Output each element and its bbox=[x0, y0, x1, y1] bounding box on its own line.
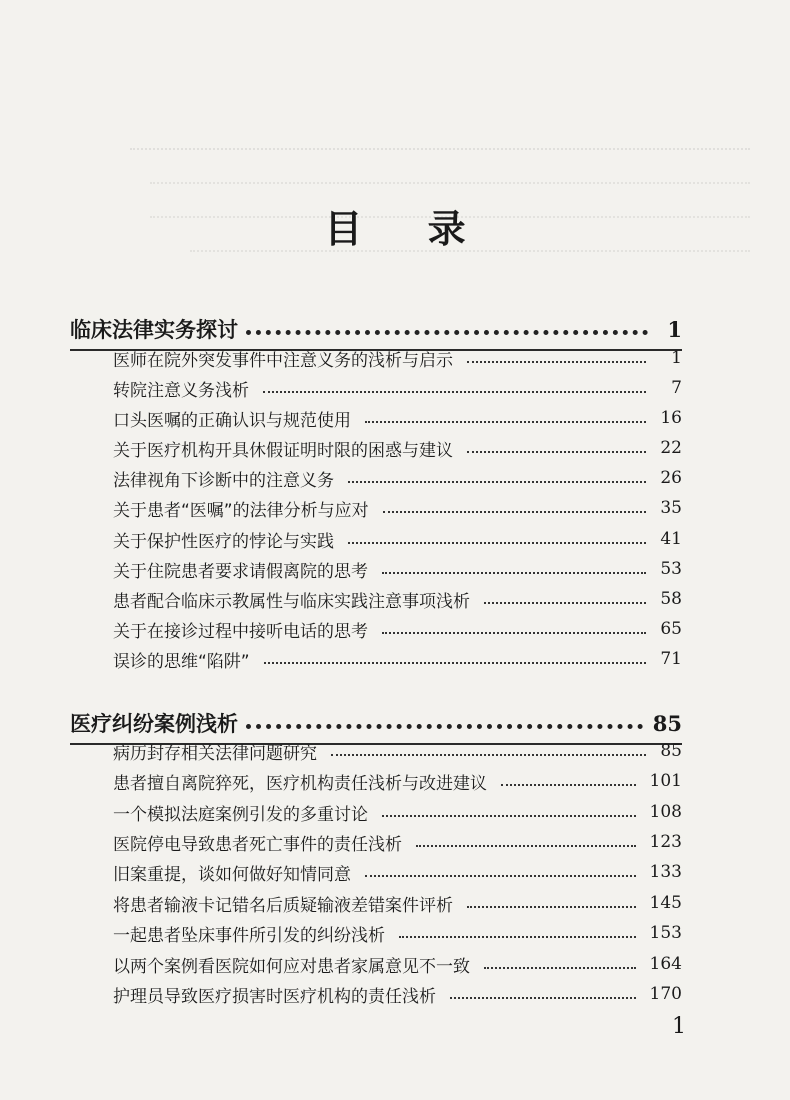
entry-page: 16 bbox=[660, 408, 682, 428]
leader-dots bbox=[365, 421, 646, 423]
toc-entry[interactable] bbox=[113, 766, 682, 796]
section-page: 85 bbox=[652, 710, 682, 736]
entry-page: 85 bbox=[660, 741, 682, 761]
leader-dots bbox=[382, 572, 646, 574]
toc-entry[interactable] bbox=[113, 373, 682, 403]
entry-page: 170 bbox=[649, 984, 682, 1004]
entry-page: 1 bbox=[671, 348, 682, 368]
entry-title: 患者擅自离院猝死，医疗机构责任浅析与改进建议 bbox=[113, 773, 487, 794]
page-number: 1 bbox=[672, 1014, 686, 1039]
entry-page: 101 bbox=[649, 771, 682, 791]
toc-entry[interactable] bbox=[113, 403, 682, 433]
section-title: 临床法律实务探讨 bbox=[70, 318, 238, 342]
entry-title: 关于住院患者要求请假离院的思考 bbox=[113, 561, 368, 582]
entry-title: 病历封存相关法律问题研究 bbox=[113, 743, 317, 764]
toc-entry[interactable] bbox=[113, 463, 682, 493]
entry-page: 22 bbox=[660, 438, 682, 458]
entry-page: 123 bbox=[649, 832, 682, 852]
entry-page: 65 bbox=[660, 619, 682, 639]
entry-title: 关于医疗机构开具休假证明时限的困惑与建议 bbox=[113, 440, 453, 461]
leader-dots bbox=[450, 997, 636, 999]
leader-dots bbox=[365, 875, 636, 877]
toc-entry[interactable] bbox=[113, 554, 682, 584]
leader-dots bbox=[467, 361, 646, 363]
leader-dots bbox=[382, 632, 646, 634]
entry-title: 关于患者“医嘱”的法律分析与应对 bbox=[113, 500, 369, 521]
leader-dots bbox=[416, 845, 636, 847]
toc-entry[interactable] bbox=[113, 614, 682, 644]
leader-dots bbox=[383, 511, 646, 513]
leader-dots bbox=[348, 542, 646, 544]
toc-entry[interactable] bbox=[113, 888, 682, 918]
toc-entry[interactable] bbox=[113, 979, 682, 1009]
leader-dots bbox=[246, 724, 643, 729]
leader-dots bbox=[331, 754, 646, 756]
toc-entry[interactable] bbox=[113, 857, 682, 887]
entry-page: 164 bbox=[649, 954, 682, 974]
entry-page: 133 bbox=[649, 862, 682, 882]
toc-entry[interactable] bbox=[113, 736, 682, 766]
toc-entry[interactable] bbox=[113, 797, 682, 827]
toc-section[interactable] bbox=[70, 311, 682, 347]
entry-page: 58 bbox=[660, 589, 682, 609]
entry-title: 转院注意义务浅析 bbox=[113, 380, 249, 401]
entry-page: 53 bbox=[660, 559, 682, 579]
entry-title: 护理员导致医疗损害时医疗机构的责任浅析 bbox=[113, 986, 436, 1007]
entry-page: 145 bbox=[649, 893, 682, 913]
toc-entry[interactable] bbox=[113, 524, 682, 554]
entry-title: 法律视角下诊断中的注意义务 bbox=[113, 470, 334, 491]
toc-entry[interactable] bbox=[113, 584, 682, 614]
entry-title: 医院停电导致患者死亡事件的责任浅析 bbox=[113, 834, 402, 855]
leader-dots bbox=[263, 391, 646, 393]
entry-title: 医师在院外突发事件中注意义务的浅析与启示 bbox=[113, 350, 453, 371]
leader-dots bbox=[264, 662, 646, 664]
leader-dots bbox=[484, 602, 646, 604]
toc-entry[interactable] bbox=[113, 433, 682, 463]
toc-entry[interactable] bbox=[113, 493, 682, 523]
entry-title: 误诊的思维“陷阱” bbox=[113, 651, 250, 672]
toc-entry[interactable] bbox=[113, 827, 682, 857]
entry-page: 153 bbox=[649, 923, 682, 943]
entry-title: 一起患者坠床事件所引发的纠纷浅析 bbox=[113, 925, 385, 946]
toc-entry[interactable] bbox=[113, 644, 682, 674]
entry-title: 旧案重提，谈如何做好知情同意 bbox=[113, 864, 351, 885]
entry-title: 以两个案例看医院如何应对患者家属意见不一致 bbox=[113, 956, 470, 977]
entry-page: 26 bbox=[660, 468, 682, 488]
entry-page: 71 bbox=[660, 649, 682, 669]
toc-entry[interactable] bbox=[113, 918, 682, 948]
entry-title: 将患者输液卡记错名后质疑输液差错案件评析 bbox=[113, 895, 453, 916]
section-page: 1 bbox=[667, 316, 682, 342]
toc-entry[interactable] bbox=[113, 949, 682, 979]
leader-dots bbox=[467, 451, 646, 453]
leader-dots bbox=[467, 906, 636, 908]
leader-dots bbox=[501, 784, 636, 786]
entry-page: 41 bbox=[660, 529, 682, 549]
leader-dots bbox=[399, 936, 636, 938]
page-title: 目 录 bbox=[324, 207, 492, 251]
leader-dots bbox=[348, 481, 646, 483]
toc-entry[interactable] bbox=[113, 343, 682, 373]
leader-dots bbox=[484, 967, 636, 969]
entry-title: 口头医嘱的正确认识与规范使用 bbox=[113, 410, 351, 431]
leader-dots bbox=[246, 330, 648, 335]
bleed-through-line bbox=[150, 182, 750, 198]
entry-title: 关于在接诊过程中接听电话的思考 bbox=[113, 621, 368, 642]
entry-page: 7 bbox=[671, 378, 682, 398]
bleed-through-line bbox=[130, 148, 750, 164]
entry-title: 一个模拟法庭案例引发的多重讨论 bbox=[113, 804, 368, 825]
entry-title: 关于保护性医疗的悖论与实践 bbox=[113, 531, 334, 552]
section-title: 医疗纠纷案例浅析 bbox=[70, 712, 238, 736]
entry-page: 108 bbox=[649, 802, 682, 822]
entry-page: 35 bbox=[660, 498, 682, 518]
leader-dots bbox=[382, 815, 636, 817]
entry-title: 患者配合临床示教属性与临床实践注意事项浅析 bbox=[113, 591, 470, 612]
